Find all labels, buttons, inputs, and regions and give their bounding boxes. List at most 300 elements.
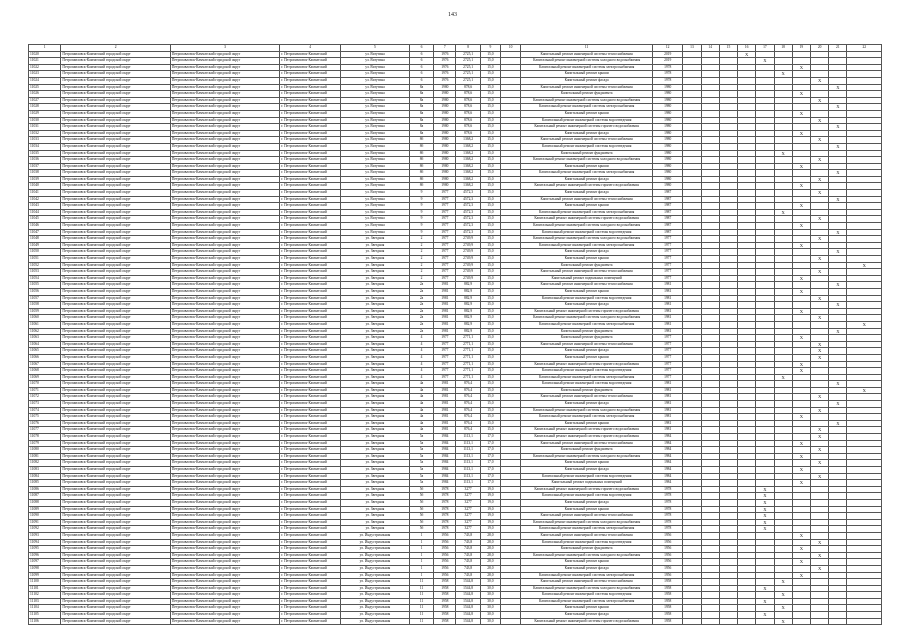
table-cell: [683, 453, 701, 460]
table-cell: 1958: [652, 605, 682, 612]
table-cell: [738, 453, 756, 460]
table-cell: Петропавловск-Камчатский городской округ: [170, 328, 279, 335]
column-header: 2: [61, 45, 170, 52]
table-cell: 11086: [29, 486, 61, 493]
table-cell: 11079: [29, 440, 61, 447]
table-cell: 11066: [29, 354, 61, 361]
table-cell: [683, 288, 701, 295]
table-cell: 2а: [409, 328, 433, 335]
table-row: [29, 97, 882, 104]
table-cell: [811, 585, 829, 592]
table-cell: 11088: [29, 499, 61, 506]
table-cell: 15,0: [480, 275, 500, 282]
table-cell: ул. Ватутина: [341, 170, 410, 177]
table-cell: Петропавловск-Камчатский городской округ: [170, 592, 279, 599]
column-header: 5: [341, 45, 410, 52]
table-cell: [719, 196, 737, 203]
table-cell: Петропавловск-Камчатский городской округ: [170, 460, 279, 467]
table-cell: [719, 51, 737, 58]
table-cell: [756, 288, 774, 295]
table-cell: [792, 499, 810, 506]
table-cell: ул. Индустриальная: [341, 605, 410, 612]
table-cell: [701, 256, 719, 263]
table-cell: [792, 513, 810, 520]
table-cell: Капитальный ремонт инженерной системы холодного водоснабжения: [521, 315, 653, 322]
table-cell: Петропавловск-Камчатский городской округ: [170, 170, 279, 177]
table-cell: [701, 361, 719, 368]
table-cell: Капитальный ремонт инженерной системы теплоснабжения: [521, 341, 653, 348]
table-cell: Петропавловск-Камчатский городской округ: [61, 223, 170, 230]
column-header: 16: [738, 45, 756, 52]
table-cell: [756, 374, 774, 381]
table-cell: [501, 282, 521, 289]
table-cell: Петропавловск-Камчатский городской округ: [170, 473, 279, 480]
table-cell: [847, 104, 882, 111]
table-cell: [774, 84, 792, 91]
table-cell: Петропавловск-Камчатский городской округ: [170, 499, 279, 506]
table-cell: 1981: [434, 315, 456, 322]
table-cell: Петропавловск-Камчатский городской округ: [170, 124, 279, 131]
table-cell: 15,0: [480, 242, 500, 249]
table-cell: [719, 77, 737, 84]
table-cell: Петропавловск-Камчатский городской округ: [61, 256, 170, 263]
table-cell: 1977: [434, 229, 456, 236]
table-cell: 878,6: [456, 84, 480, 91]
table-cell: ул. Звездная: [341, 467, 410, 474]
table-cell: [701, 242, 719, 249]
table-cell: [738, 321, 756, 328]
table-cell: [501, 493, 521, 500]
table-cell: ул. Звездная: [341, 381, 410, 388]
table-cell: Петропавловск-Камчатский городской округ: [170, 493, 279, 500]
table-cell: Петропавловск-Камчатский городской округ: [170, 104, 279, 111]
selection-mark: X: [811, 539, 829, 546]
table-cell: [501, 387, 521, 394]
table-cell: 1976: [434, 64, 456, 71]
table-cell: Петропавловск-Камчатский городской округ: [170, 315, 279, 322]
table-cell: [701, 598, 719, 605]
table-cell: [829, 64, 847, 71]
table-cell: [683, 612, 701, 619]
table-cell: [501, 559, 521, 566]
table-cell: ул. Ватутина: [341, 137, 410, 144]
table-cell: [774, 414, 792, 421]
table-cell: [501, 157, 521, 164]
table-cell: Капитальный ремонт инженерной системы водоотведения: [521, 539, 653, 546]
table-cell: 1987: [652, 209, 682, 216]
selection-mark: X: [829, 328, 847, 335]
table-row: [29, 341, 882, 348]
table-cell: 15,0: [480, 282, 500, 289]
table-cell: 11027: [29, 97, 61, 104]
table-cell: 17,0: [480, 460, 500, 467]
table-cell: Петропавловск-Камчатский городской округ: [170, 302, 279, 309]
table-cell: 1987: [652, 203, 682, 210]
table-cell: [811, 605, 829, 612]
table-cell: Петропавловск-Камчатский городской округ: [61, 170, 170, 177]
table-cell: ул. Ватутина: [341, 203, 410, 210]
table-cell: [738, 493, 756, 500]
table-cell: [738, 341, 756, 348]
table-cell: 4а: [409, 407, 433, 414]
table-cell: [811, 420, 829, 427]
table-cell: 1977: [434, 190, 456, 197]
table-cell: 15,0: [480, 401, 500, 408]
table-cell: 1958: [652, 579, 682, 586]
table-cell: Капитальный ремонт инженерной системы электроснабжения: [521, 321, 653, 328]
table-cell: г. Петропавловск-Камчатский: [280, 321, 341, 328]
table-cell: 15,0: [480, 407, 500, 414]
selection-mark: X: [774, 592, 792, 599]
table-cell: [829, 519, 847, 526]
table-cell: 882,9: [456, 288, 480, 295]
table-cell: [683, 84, 701, 91]
table-cell: 28,0: [480, 532, 500, 539]
table-cell: [719, 58, 737, 65]
table-cell: 876,4: [456, 381, 480, 388]
table-row: [29, 275, 882, 282]
table-cell: 11076: [29, 420, 61, 427]
table-cell: г. Петропавловск-Камчатский: [280, 249, 341, 256]
table-cell: Петропавловск-Камчатский городской округ: [61, 269, 170, 276]
table-row: [29, 565, 882, 572]
table-cell: ул. Звездная: [341, 473, 410, 480]
table-cell: ул. Звездная: [341, 308, 410, 315]
table-cell: 1981: [652, 282, 682, 289]
table-cell: [756, 183, 774, 190]
table-cell: Петропавловск-Камчатский городской округ: [61, 579, 170, 586]
table-cell: [701, 176, 719, 183]
table-cell: Петропавловск-Камчатский городской округ: [61, 124, 170, 131]
table-cell: Петропавловск-Камчатский городской округ: [61, 97, 170, 104]
table-cell: [847, 480, 882, 487]
table-cell: [774, 163, 792, 170]
table-cell: [719, 170, 737, 177]
selection-mark: X: [792, 308, 810, 315]
table-cell: [756, 190, 774, 197]
table-cell: 1981: [434, 328, 456, 335]
table-cell: 882,9: [456, 282, 480, 289]
table-cell: 878,6: [456, 117, 480, 124]
table-cell: г. Петропавловск-Камчатский: [280, 532, 341, 539]
table-cell: [738, 473, 756, 480]
table-cell: [829, 579, 847, 586]
table-cell: [683, 242, 701, 249]
table-cell: [756, 84, 774, 91]
table-cell: [501, 440, 521, 447]
table-cell: 15,0: [480, 236, 500, 243]
table-row: [29, 414, 882, 421]
table-cell: 15,0: [480, 163, 500, 170]
selection-mark: X: [756, 612, 774, 619]
table-cell: Петропавловск-Камчатский городской округ: [61, 302, 170, 309]
table-cell: [774, 572, 792, 579]
table-row: [29, 269, 882, 276]
table-cell: 1984: [434, 447, 456, 454]
table-cell: [683, 256, 701, 263]
table-cell: 1981: [434, 387, 456, 394]
table-cell: г. Петропавловск-Камчатский: [280, 275, 341, 282]
table-cell: 30,0: [480, 598, 500, 605]
table-cell: 1956: [434, 552, 456, 559]
table-cell: 1981: [434, 401, 456, 408]
table-cell: [701, 519, 719, 526]
table-cell: [811, 288, 829, 295]
table-cell: ул. Звездная: [341, 354, 410, 361]
table-cell: [501, 565, 521, 572]
table-cell: 1980: [434, 157, 456, 164]
column-header: 10: [501, 45, 521, 52]
table-cell: [829, 493, 847, 500]
table-cell: Петропавловск-Камчатский городской округ: [61, 361, 170, 368]
table-cell: [501, 605, 521, 612]
table-cell: [792, 77, 810, 84]
table-cell: Петропавловск-Камчатский городской округ: [61, 354, 170, 361]
table-cell: [811, 506, 829, 513]
table-cell: 878,6: [456, 110, 480, 117]
table-cell: [847, 427, 882, 434]
table-cell: [847, 117, 882, 124]
table-cell: Петропавловск-Камчатский городской округ: [61, 236, 170, 243]
table-cell: [774, 499, 792, 506]
table-row: [29, 513, 882, 520]
table-cell: [719, 91, 737, 98]
table-row: [29, 374, 882, 381]
table-cell: Петропавловск-Камчатский городской округ: [61, 130, 170, 137]
table-cell: 1956: [652, 532, 682, 539]
table-cell: [719, 124, 737, 131]
table-cell: [792, 190, 810, 197]
table-cell: 5б: [409, 526, 433, 533]
table-cell: 8а: [409, 117, 433, 124]
table-cell: г. Петропавловск-Камчатский: [280, 460, 341, 467]
table-cell: Капитальный ремонт инженерной системы электроснабжения: [521, 526, 653, 533]
table-cell: г. Петропавловск-Камчатский: [280, 163, 341, 170]
table-cell: 11075: [29, 414, 61, 421]
table-cell: [683, 117, 701, 124]
table-cell: [774, 249, 792, 256]
table-cell: [774, 348, 792, 355]
table-cell: [501, 486, 521, 493]
table-cell: г. Петропавловск-Камчатский: [280, 447, 341, 454]
table-cell: [738, 532, 756, 539]
selection-mark: X: [829, 302, 847, 309]
table-cell: [719, 552, 737, 559]
table-cell: 8б: [409, 170, 433, 177]
table-cell: [501, 434, 521, 441]
table-cell: [792, 150, 810, 157]
table-cell: [719, 295, 737, 302]
table-cell: Капитальный ремонт инженерной системы холодного водоснабжения: [521, 236, 653, 243]
table-cell: [792, 71, 810, 78]
table-cell: ул. Звездная: [341, 460, 410, 467]
table-cell: [501, 539, 521, 546]
table-cell: [683, 341, 701, 348]
table-cell: 11042: [29, 196, 61, 203]
table-cell: [756, 394, 774, 401]
table-cell: 9: [409, 209, 433, 216]
table-cell: 4а: [409, 394, 433, 401]
table-cell: [501, 381, 521, 388]
table-row: [29, 499, 882, 506]
table-row: [29, 585, 882, 592]
column-header: 12: [652, 45, 682, 52]
table-cell: [792, 612, 810, 619]
selection-mark: X: [811, 236, 829, 243]
table-cell: 11045: [29, 216, 61, 223]
table-cell: [829, 176, 847, 183]
table-cell: [719, 354, 737, 361]
table-cell: [738, 163, 756, 170]
table-cell: [829, 335, 847, 342]
table-cell: Петропавловск-Камчатский городской округ: [61, 559, 170, 566]
table-cell: Капитальный ремонт инженерной системы электроснабжения: [521, 170, 653, 177]
selection-mark: X: [774, 618, 792, 625]
table-cell: 11074: [29, 407, 61, 414]
table-cell: [847, 203, 882, 210]
table-cell: 11106: [29, 618, 61, 625]
table-cell: 1981: [434, 282, 456, 289]
table-cell: 17,0: [480, 447, 500, 454]
table-cell: Петропавловск-Камчатский городской округ: [61, 203, 170, 210]
table-cell: Капитальный ремонт инженерной системы электроснабжения: [521, 598, 653, 605]
selection-mark: X: [792, 559, 810, 566]
table-cell: [501, 295, 521, 302]
table-cell: [792, 209, 810, 216]
table-cell: Капитальный ремонт инженерной системы водоотведения: [521, 143, 653, 150]
table-cell: 1984: [434, 434, 456, 441]
table-cell: [701, 223, 719, 230]
table-cell: [738, 117, 756, 124]
table-cell: Петропавловск-Камчатский городской округ: [61, 71, 170, 78]
table-cell: ул. Индустриальная: [341, 552, 410, 559]
table-cell: [829, 110, 847, 117]
table-cell: [829, 321, 847, 328]
table-row: [29, 157, 882, 164]
table-cell: 11103: [29, 598, 61, 605]
table-cell: [756, 51, 774, 58]
table-cell: г. Петропавловск-Камчатский: [280, 216, 341, 223]
selection-mark: X: [792, 203, 810, 210]
table-cell: ул. Звездная: [341, 236, 410, 243]
table-cell: [701, 295, 719, 302]
table-cell: [738, 269, 756, 276]
table-cell: [683, 394, 701, 401]
table-row: [29, 493, 882, 500]
table-cell: ул. Звездная: [341, 493, 410, 500]
table-cell: [774, 473, 792, 480]
table-cell: [792, 407, 810, 414]
table-cell: 11065: [29, 348, 61, 355]
table-cell: 28,0: [480, 559, 500, 566]
table-cell: [701, 486, 719, 493]
table-cell: ул. Ватутина: [341, 216, 410, 223]
table-cell: 30,0: [480, 585, 500, 592]
table-cell: 11031: [29, 124, 61, 131]
table-cell: [774, 124, 792, 131]
table-cell: 1958: [652, 585, 682, 592]
table-cell: Петропавловск-Камчатский городской округ: [170, 368, 279, 375]
table-cell: [811, 598, 829, 605]
table-cell: 11053: [29, 269, 61, 276]
table-cell: [738, 434, 756, 441]
table-cell: Капитальный ремонт инженерной системы горячего водоснабжения: [521, 183, 653, 190]
table-cell: г. Петропавловск-Камчатский: [280, 288, 341, 295]
table-cell: 4572,3: [456, 209, 480, 216]
table-row: [29, 447, 882, 454]
selection-mark: X: [756, 493, 774, 500]
table-cell: [847, 275, 882, 282]
table-cell: 1958: [434, 618, 456, 625]
table-cell: [847, 170, 882, 177]
table-cell: [847, 618, 882, 625]
table-cell: Петропавловск-Камчатский городской округ: [170, 275, 279, 282]
table-cell: 11061: [29, 321, 61, 328]
table-row: [29, 71, 882, 78]
table-cell: г. Петропавловск-Камчатский: [280, 190, 341, 197]
table-cell: [847, 335, 882, 342]
table-cell: 2771,1: [456, 348, 480, 355]
table-cell: [774, 354, 792, 361]
table-cell: [719, 104, 737, 111]
table-cell: ул. Ватутина: [341, 190, 410, 197]
selection-mark: X: [756, 486, 774, 493]
table-cell: [829, 91, 847, 98]
table-cell: Петропавловск-Камчатский городской округ: [61, 328, 170, 335]
table-cell: ул. Звездная: [341, 513, 410, 520]
table-cell: [847, 196, 882, 203]
table-cell: [811, 150, 829, 157]
table-cell: 1958: [434, 579, 456, 586]
table-cell: Капитальный ремонт инженерной системы водоотведения: [521, 117, 653, 124]
table-cell: Петропавловск-Камчатский городской округ: [170, 308, 279, 315]
table-cell: [719, 71, 737, 78]
table-cell: 11: [409, 612, 433, 619]
table-cell: [756, 150, 774, 157]
table-cell: [811, 361, 829, 368]
table-cell: [701, 104, 719, 111]
table-row: [29, 605, 882, 612]
table-cell: [719, 163, 737, 170]
table-cell: г. Петропавловск-Камчатский: [280, 618, 341, 625]
table-cell: 1984: [652, 434, 682, 441]
table-cell: 11: [409, 579, 433, 586]
table-row: [29, 236, 882, 243]
table-cell: 11058: [29, 302, 61, 309]
selection-mark: X: [792, 288, 810, 295]
table-cell: ул. Ватутина: [341, 124, 410, 131]
table-cell: [792, 143, 810, 150]
table-cell: Капитальный ремонт инженерной системы холодного водоснабжения: [521, 97, 653, 104]
table-cell: 19,0: [480, 493, 500, 500]
table-cell: [811, 453, 829, 460]
table-cell: Капитальный ремонт фасада: [521, 302, 653, 309]
table-cell: 1: [409, 572, 433, 579]
table-cell: 11105: [29, 612, 61, 619]
table-cell: [683, 209, 701, 216]
table-cell: [829, 269, 847, 276]
table-cell: [811, 170, 829, 177]
table-cell: 15,0: [480, 394, 500, 401]
table-cell: [683, 196, 701, 203]
table-cell: [719, 216, 737, 223]
table-cell: [719, 137, 737, 144]
table-cell: [829, 559, 847, 566]
table-cell: Петропавловск-Камчатский городской округ: [61, 546, 170, 553]
table-cell: 1981: [652, 321, 682, 328]
table-cell: [683, 585, 701, 592]
table-cell: ул. Звездная: [341, 249, 410, 256]
